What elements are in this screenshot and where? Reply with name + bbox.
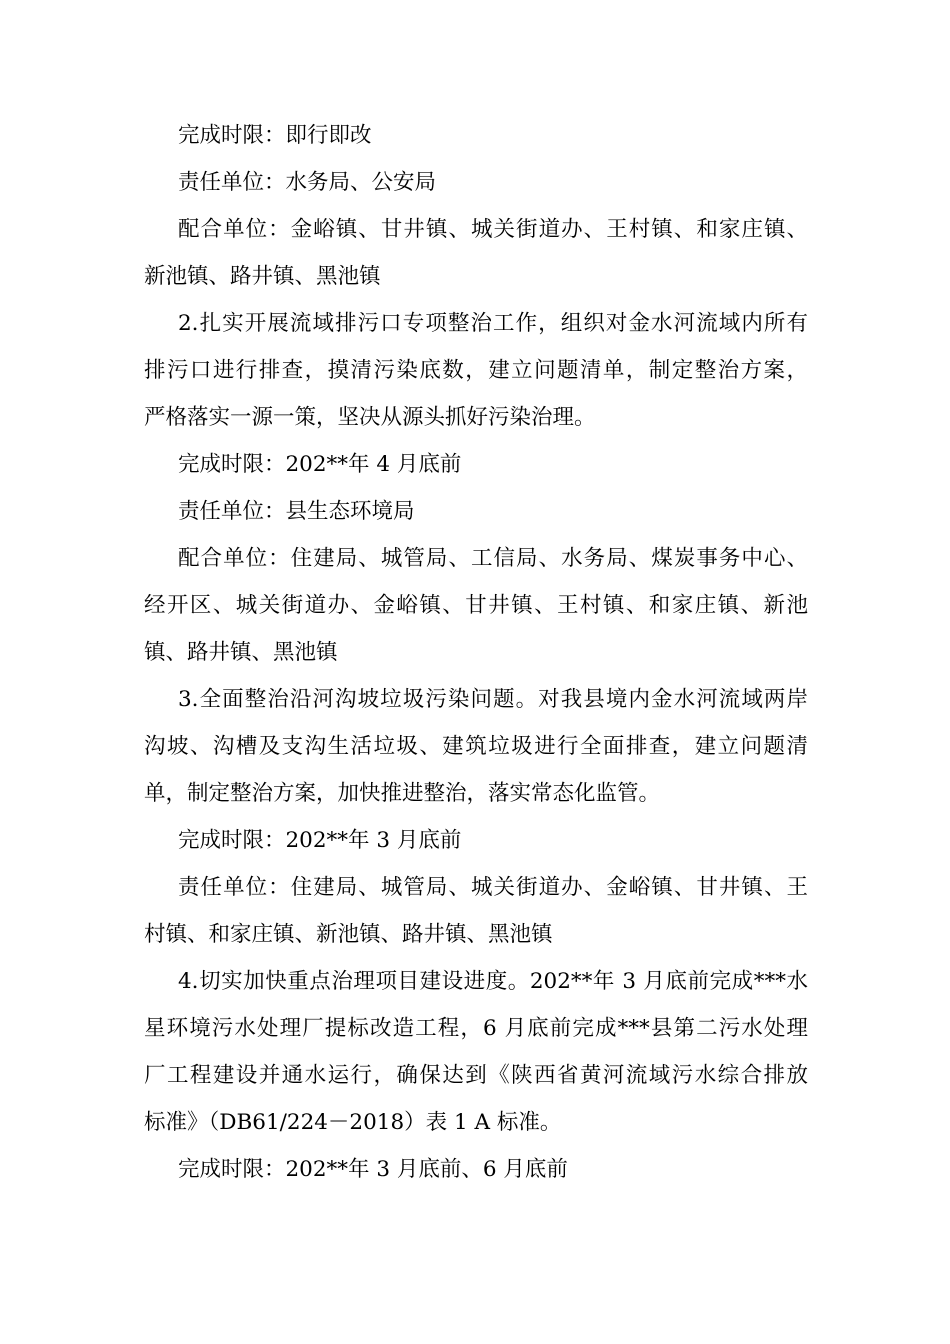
paragraph-deadline-2 bbox=[144, 441, 808, 488]
text-line: 严格落实一源一策，坚决从源头抓好污染治理。 bbox=[144, 405, 596, 430]
text-line: 2.扎实开展流域排污口专项整治工作，组织对金水河流域内所有 bbox=[178, 311, 808, 336]
paragraph-responsible-1 bbox=[144, 159, 808, 206]
text-line: 配合单位：金峪镇、甘井镇、城关街道办、王村镇、和家庄镇、 bbox=[178, 217, 808, 242]
text-line: 厂工程建设并通水运行，确保达到《陕西省黄河流域污水综合排放 bbox=[144, 1063, 808, 1088]
paragraph-responsible-2 bbox=[144, 488, 808, 535]
text-line: 村镇、和家庄镇、新池镇、路井镇、黑池镇 bbox=[144, 922, 553, 947]
text-line: 配合单位：住建局、城管局、工信局、水务局、煤炭事务中心、 bbox=[178, 546, 808, 571]
text-line: 单，制定整治方案，加快推进整治，落实常态化监管。 bbox=[144, 781, 661, 806]
text-line: 标准》（DB61/224－2018）表 1 A 标准。 bbox=[144, 1110, 562, 1135]
paragraph-responsible-3 bbox=[144, 864, 808, 958]
text-line: 新池镇、路井镇、黑池镇 bbox=[144, 264, 381, 289]
text-line: 经开区、城关街道办、金峪镇、甘井镇、王村镇、和家庄镇、新池 bbox=[144, 593, 808, 618]
text-line: 镇、路井镇、黑池镇 bbox=[144, 640, 338, 665]
text-line: 完成时限：202**年 3 月底前 bbox=[178, 828, 462, 853]
paragraph-cooperating-2 bbox=[144, 535, 808, 676]
text-line: 4.切实加快重点治理项目建设进度。202**年 3 月底前完成***水 bbox=[178, 969, 808, 994]
text-line: 星环境污水处理厂提标改造工程，6 月底前完成***县第二污水处理 bbox=[144, 1016, 808, 1041]
paragraph-cooperating-1 bbox=[144, 206, 808, 300]
text-line: 责任单位：住建局、城管局、城关街道办、金峪镇、甘井镇、王 bbox=[178, 875, 808, 900]
paragraph-item-4 bbox=[144, 958, 808, 1146]
paragraph-deadline-4 bbox=[144, 1146, 808, 1193]
paragraph-deadline-3 bbox=[144, 817, 808, 864]
document-page bbox=[144, 112, 808, 1193]
paragraph-item-3 bbox=[144, 676, 808, 817]
text-line: 3.全面整治沿河沟坡垃圾污染问题。对我县境内金水河流域两岸 bbox=[178, 687, 808, 712]
text-line: 完成时限：202**年 4 月底前 bbox=[178, 452, 462, 477]
paragraph-item-2 bbox=[144, 300, 808, 441]
text-line: 责任单位：县生态环境局 bbox=[178, 499, 415, 524]
text-line: 责任单位：水务局、公安局 bbox=[178, 170, 437, 195]
paragraph-deadline-1 bbox=[144, 112, 808, 159]
text-line: 排污口进行排查，摸清污染底数，建立问题清单，制定整治方案， bbox=[144, 358, 808, 383]
text-line: 沟坡、沟槽及支沟生活垃圾、建筑垃圾进行全面排查，建立问题清 bbox=[144, 734, 808, 759]
text-line: 完成时限：202**年 3 月底前、6 月底前 bbox=[178, 1157, 568, 1182]
text-line: 完成时限：即行即改 bbox=[178, 123, 372, 148]
